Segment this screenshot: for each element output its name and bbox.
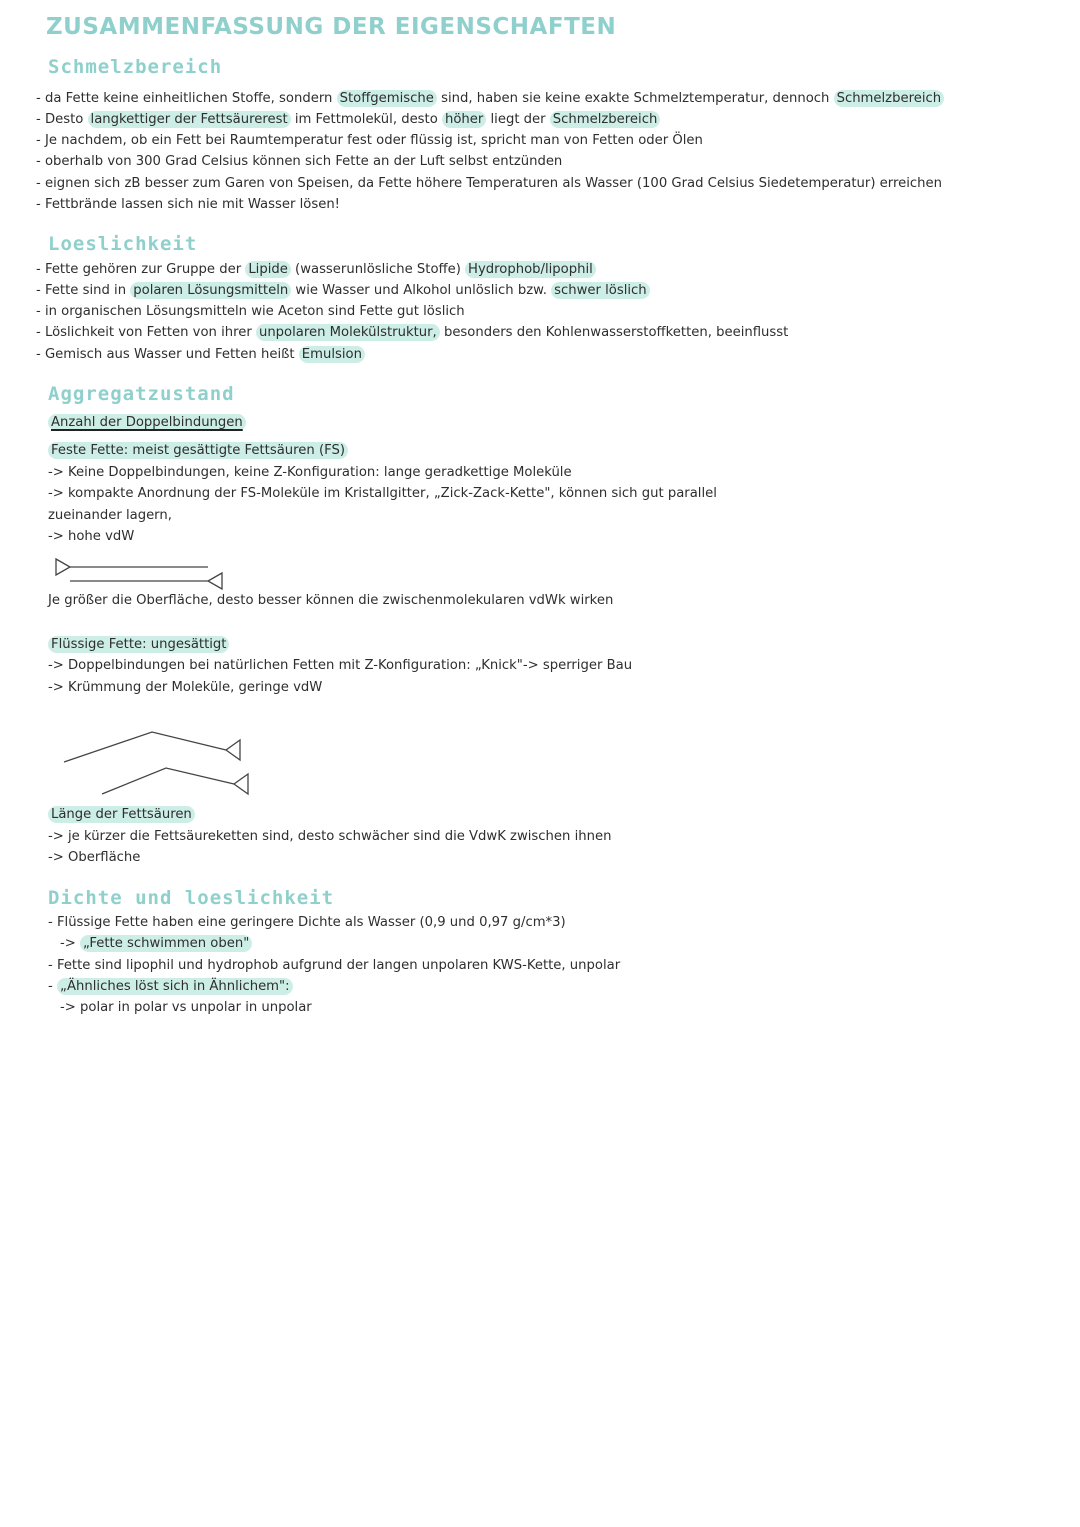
subheading-laenge: Länge der Fettsäuren — [48, 806, 195, 824]
text-line: - Je nachdem, ob ein Fett bei Raumtemperatur fest oder flüssig ist, spricht man von Fetten oder Ölen — [36, 133, 703, 148]
heading-dichte: Dichte und loeslichkeit — [48, 887, 335, 909]
text-line: -> Doppelbindungen bei natürlichen Fetten mit Z-Konfiguration: „Knick"-> sperriger Bau — [48, 658, 633, 673]
text-line: - Löslichkeit von Fetten von ihrer unpolaren Molekülstruktur, besonders den Kohlenwasserstoffketten, beeinflusst — [36, 325, 789, 340]
subheading-fluessige-fette: Flüssige Fette: ungesättigt — [48, 636, 229, 654]
text-line: - Flüssige Fette haben eine geringere Dichte als Wasser (0,9 und 0,97 g/cm*3) — [48, 915, 566, 930]
text-line: -> „Fette schwimmen oben" — [60, 935, 252, 953]
subheading-feste-fette: Feste Fette: meist gesättigte Fettsäuren (FS) — [48, 442, 348, 460]
unsaturated-chain-sketch — [58, 722, 258, 802]
text-line: - eignen sich zB besser zum Garen von Speisen, da Fette höhere Temperaturen als Wasser (100 Grad Celsius Siedetemperatur) erreichen — [36, 176, 942, 191]
heading-loeslichkeit: Loeslichkeit — [48, 233, 198, 255]
subheading-doppelbindungen: Anzahl der Doppelbindungen — [48, 414, 246, 432]
text-line: -> polar in polar vs unpolar in unpolar — [60, 1000, 312, 1015]
text-line: - in organischen Lösungsmitteln wie Aceton sind Fette gut löslich — [36, 304, 465, 319]
text-line: - Fettbrände lassen sich nie mit Wasser lösen! — [36, 197, 340, 212]
text-line: -> hohe vdW — [48, 529, 135, 544]
text-line: - da Fette keine einheitlichen Stoffe, sondern Stoffgemische sind, haben sie keine exakte Schmelztemperatur, dennoch Schmelzbereich — [36, 90, 944, 108]
text-line: - Fette sind in polaren Lösungsmitteln wie Wasser und Alkohol unlöslich bzw. schwer löslich — [36, 282, 650, 300]
text-line: -> Keine Doppelbindungen, keine Z-Konfiguration: lange geradkettige Moleküle — [48, 465, 572, 480]
heading-aggregatzustand: Aggregatzustand — [48, 383, 235, 405]
text-line: - Fette sind lipophil und hydrophob aufgrund der langen unpolaren KWS-Kette, unpolar — [48, 958, 621, 973]
text-line: -> Krümmung der Moleküle, geringe vdW — [48, 680, 323, 695]
text-line: -> Oberfläche — [48, 850, 141, 865]
text-line: - Gemisch aus Wasser und Fetten heißt Emulsion — [36, 346, 365, 364]
text-line: Je größer die Oberfläche, desto besser können die zwischenmolekularen vdWk wirken — [48, 593, 614, 608]
page-title: ZUSAMMENFASSUNG DER EIGENSCHAFTEN — [46, 14, 617, 40]
text-line: - Desto langkettiger der Fettsäurerest im Fettmolekül, desto höher liegt der Schmelzbereich — [36, 111, 660, 129]
text-line: -> kompakte Anordnung der FS-Moleküle im Kristallgitter, „Zick-Zack-Kette", können sich gut parallel — [48, 486, 717, 501]
heading-schmelzbereich: Schmelzbereich — [48, 56, 223, 78]
text-line: - „Ähnliches löst sich in Ähnlichem": — [48, 978, 293, 996]
text-line: zueinander lagern, — [48, 508, 172, 523]
text-line: -> je kürzer die Fettsäureketten sind, desto schwächer sind die VdwK zwischen ihnen — [48, 829, 612, 844]
text-line: - Fette gehören zur Gruppe der Lipide (wasserunlösliche Stoffe) Hydrophob/lipophil — [36, 261, 596, 279]
text-line: - oberhalb von 300 Grad Celsius können sich Fette an der Luft selbst entzünden — [36, 154, 563, 169]
saturated-chain-sketch — [50, 555, 230, 595]
